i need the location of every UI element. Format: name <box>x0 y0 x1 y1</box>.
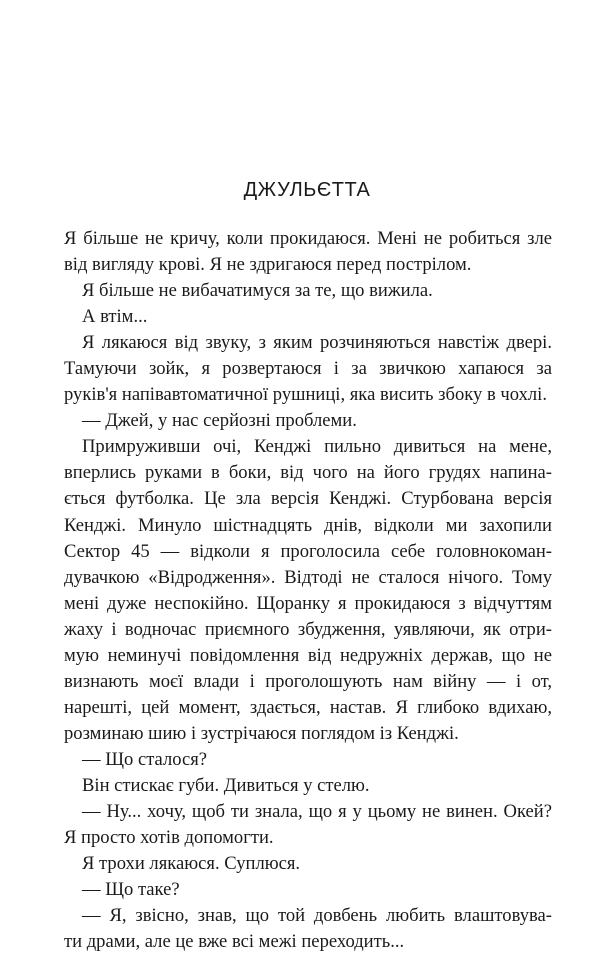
text-line: визнають моєї влади і проголошують нам війну — і от, <box>64 670 552 692</box>
text-line: Примруживши очі, Кенджі пильно дивиться на мене, <box>82 436 552 458</box>
text-line: вперлись руками в боки, від чого на його грудях напина- <box>64 462 552 484</box>
text-line: Сектор 45 — відколи я проголосила себе головнокоман- <box>64 540 552 562</box>
text-line: руків'я напівавтоматичної рушниці, яка висить збоку в чохлі. <box>64 384 547 406</box>
text-line: Я більше не вибачатимуся за те, що вижила. <box>82 280 433 302</box>
text-line: мую неминучі повідомлення від недружніх держав, що не <box>64 644 552 666</box>
text-line: Я просто хотів допомогти. <box>64 827 274 849</box>
text-line: — Ну... хочу, щоб ти знала, що я у цьому не винен. Окей? <box>82 801 552 823</box>
text-line: — Я, звісно, знав, що той довбень любить влаштовува- <box>82 905 552 927</box>
text-line: А втім... <box>82 306 148 328</box>
text-line: — Джей, у нас серйозні проблеми. <box>82 410 357 432</box>
text-line: мені дуже неспокійно. Щоранку я прокидаюся з відчуттям <box>64 592 552 614</box>
text-line: ти драми, але це вже всі межі переходить... <box>64 931 405 953</box>
text-line: — Що сталося? <box>82 748 208 770</box>
text-line: ється футболка. Це зла версія Кенджі. Стурбована версія <box>64 488 552 510</box>
text-line: нарешті, цей момент, здається, настав. Я глибоко вдихаю, <box>64 696 552 718</box>
text-line: розминаю шию і зустрічаюся поглядом із Кенджі. <box>64 722 459 744</box>
text-line: дувачкою «Відродження». Відтоді не сталося нічого. Тому <box>64 566 552 588</box>
text-line: Тамуючи зойк, я розвертаюся і за звичкою хапаюся за <box>64 358 552 380</box>
text-line: Я лякаюся від звуку, з яким розчиняються навстіж двері. <box>82 332 552 354</box>
body-text <box>64 226 552 955</box>
text-line: від вигляду крові. Я не здригаюся перед пострілом. <box>64 254 472 276</box>
text-line: Кенджі. Минуло шістнадцять днів, відколи ми захопили <box>64 514 552 536</box>
text-line: Я більше не кричу, коли прокидаюся. Мені не робиться зле <box>64 228 552 249</box>
text-line: Він стискає губи. Дивиться у стелю. <box>82 774 370 796</box>
text-line: жаху і водночас приємного збудження, уявляючи, як отри- <box>64 618 552 640</box>
chapter-title: ДЖУЛЬЄТТА <box>243 179 371 201</box>
text-line: Я трохи лякаюся. Суплюся. <box>82 853 301 875</box>
text-line: — Що таке? <box>82 879 180 901</box>
